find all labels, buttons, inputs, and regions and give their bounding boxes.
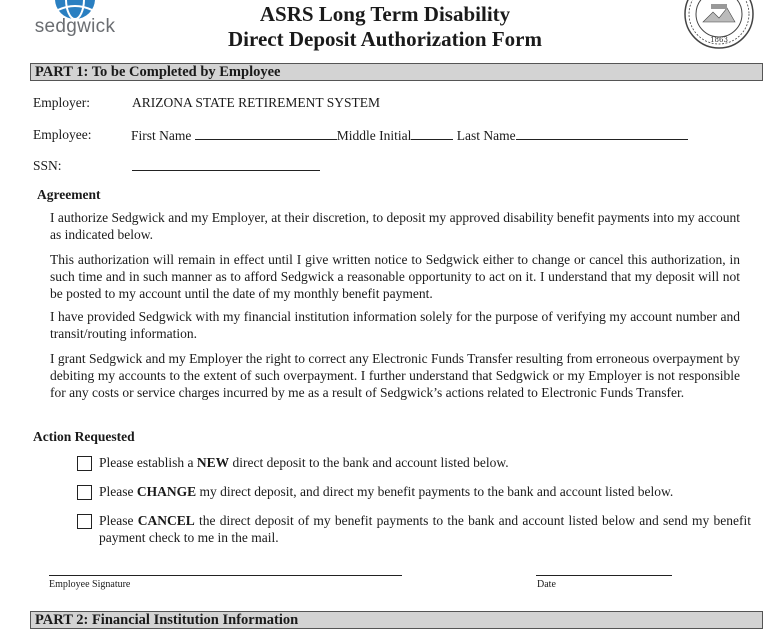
first-name-label: First Name xyxy=(131,128,192,143)
middle-initial-label: Middle Initial xyxy=(336,128,412,143)
employer-value: ARIZONA STATE RETIREMENT SYSTEM xyxy=(132,95,381,110)
employee-name-fields xyxy=(131,127,688,144)
agreement-paragraph-1: I authorize Sedgwick and my Employer, at their discretion, to deposit my approved disability benefit payments into my account as indicated below. xyxy=(50,210,740,242)
cancel-deposit-checkbox[interactable] xyxy=(77,514,92,529)
option-new-pre: Please establish a xyxy=(99,455,197,470)
option-change-pre: Please xyxy=(99,484,137,499)
form-title xyxy=(0,2,770,52)
option-new-bold: NEW xyxy=(196,455,230,470)
arizona-seal-icon xyxy=(683,0,755,50)
employee-signature-line[interactable] xyxy=(49,575,402,576)
option-new xyxy=(99,454,751,471)
option-cancel-post: the direct deposit of my benefit payments to the bank and account listed below and send my benefit payment check to me in the mail. xyxy=(99,513,751,545)
employer-label: Employer: xyxy=(33,95,90,110)
option-change-post: my direct deposit, and direct my benefit payments to the bank and account listed below. xyxy=(196,484,674,499)
ssn-label: SSN: xyxy=(33,158,62,173)
option-change-bold: CHANGE xyxy=(136,484,197,499)
option-new-post: direct deposit to the bank and account listed below. xyxy=(229,455,509,470)
part1-header: PART 1: To be Completed by Employee xyxy=(30,63,763,81)
agreement-paragraph-4: I grant Sedgwick and my Employer the right to correct any Electronic Funds Transfer resulting from erroneous overpayment by debiting my accounts to the extent of such overpayment. I further understand that Sedgwick or my Employer is not responsible for any costs or service charges incurred by me as a result of Sedgwick’s actions related to Electronic Funds Transfer. xyxy=(50,351,740,400)
option-cancel-pre: Please xyxy=(99,513,138,528)
date-line[interactable] xyxy=(536,575,672,576)
agreement-paragraph-2: This authorization will remain in effect until I give written notice to Sedgwick either to change or cancel this authorization, in such time and in such manner as to afford Sedgwick a reasonable opportunity to act on it. I understand that my deposit will not be posted to my account until the date of my monthly benefit payment. xyxy=(50,252,740,301)
change-deposit-checkbox[interactable] xyxy=(77,485,92,500)
last-name-field[interactable] xyxy=(516,127,688,140)
title-line-2: Direct Deposit Authorization Form xyxy=(228,27,542,51)
option-cancel xyxy=(99,512,751,546)
employee-label: Employee: xyxy=(33,127,92,142)
new-deposit-checkbox[interactable] xyxy=(77,456,92,471)
agreement-heading: Agreement xyxy=(37,187,101,202)
agreement-paragraph-3: I have provided Sedgwick with my financial institution information solely for the purpose of verifying my account number and transit/routing information. xyxy=(50,309,740,341)
last-name-label: Last Name xyxy=(456,128,516,143)
title-line-1: ASRS Long Term Disability xyxy=(259,2,511,26)
logo-text: sedgwick xyxy=(34,16,116,37)
date-label: Date xyxy=(537,579,556,590)
first-name-field[interactable] xyxy=(195,127,337,140)
seal-year: 1863 xyxy=(710,36,728,44)
employee-signature-label: Employee Signature xyxy=(49,579,131,590)
action-requested-heading: Action Requested xyxy=(33,429,135,444)
middle-initial-field[interactable] xyxy=(411,127,453,140)
ssn-field[interactable] xyxy=(132,158,320,171)
part2-header: PART 2: Financial Institution Information xyxy=(30,611,763,629)
option-cancel-bold: CANCEL xyxy=(137,513,195,528)
option-change xyxy=(99,483,751,500)
